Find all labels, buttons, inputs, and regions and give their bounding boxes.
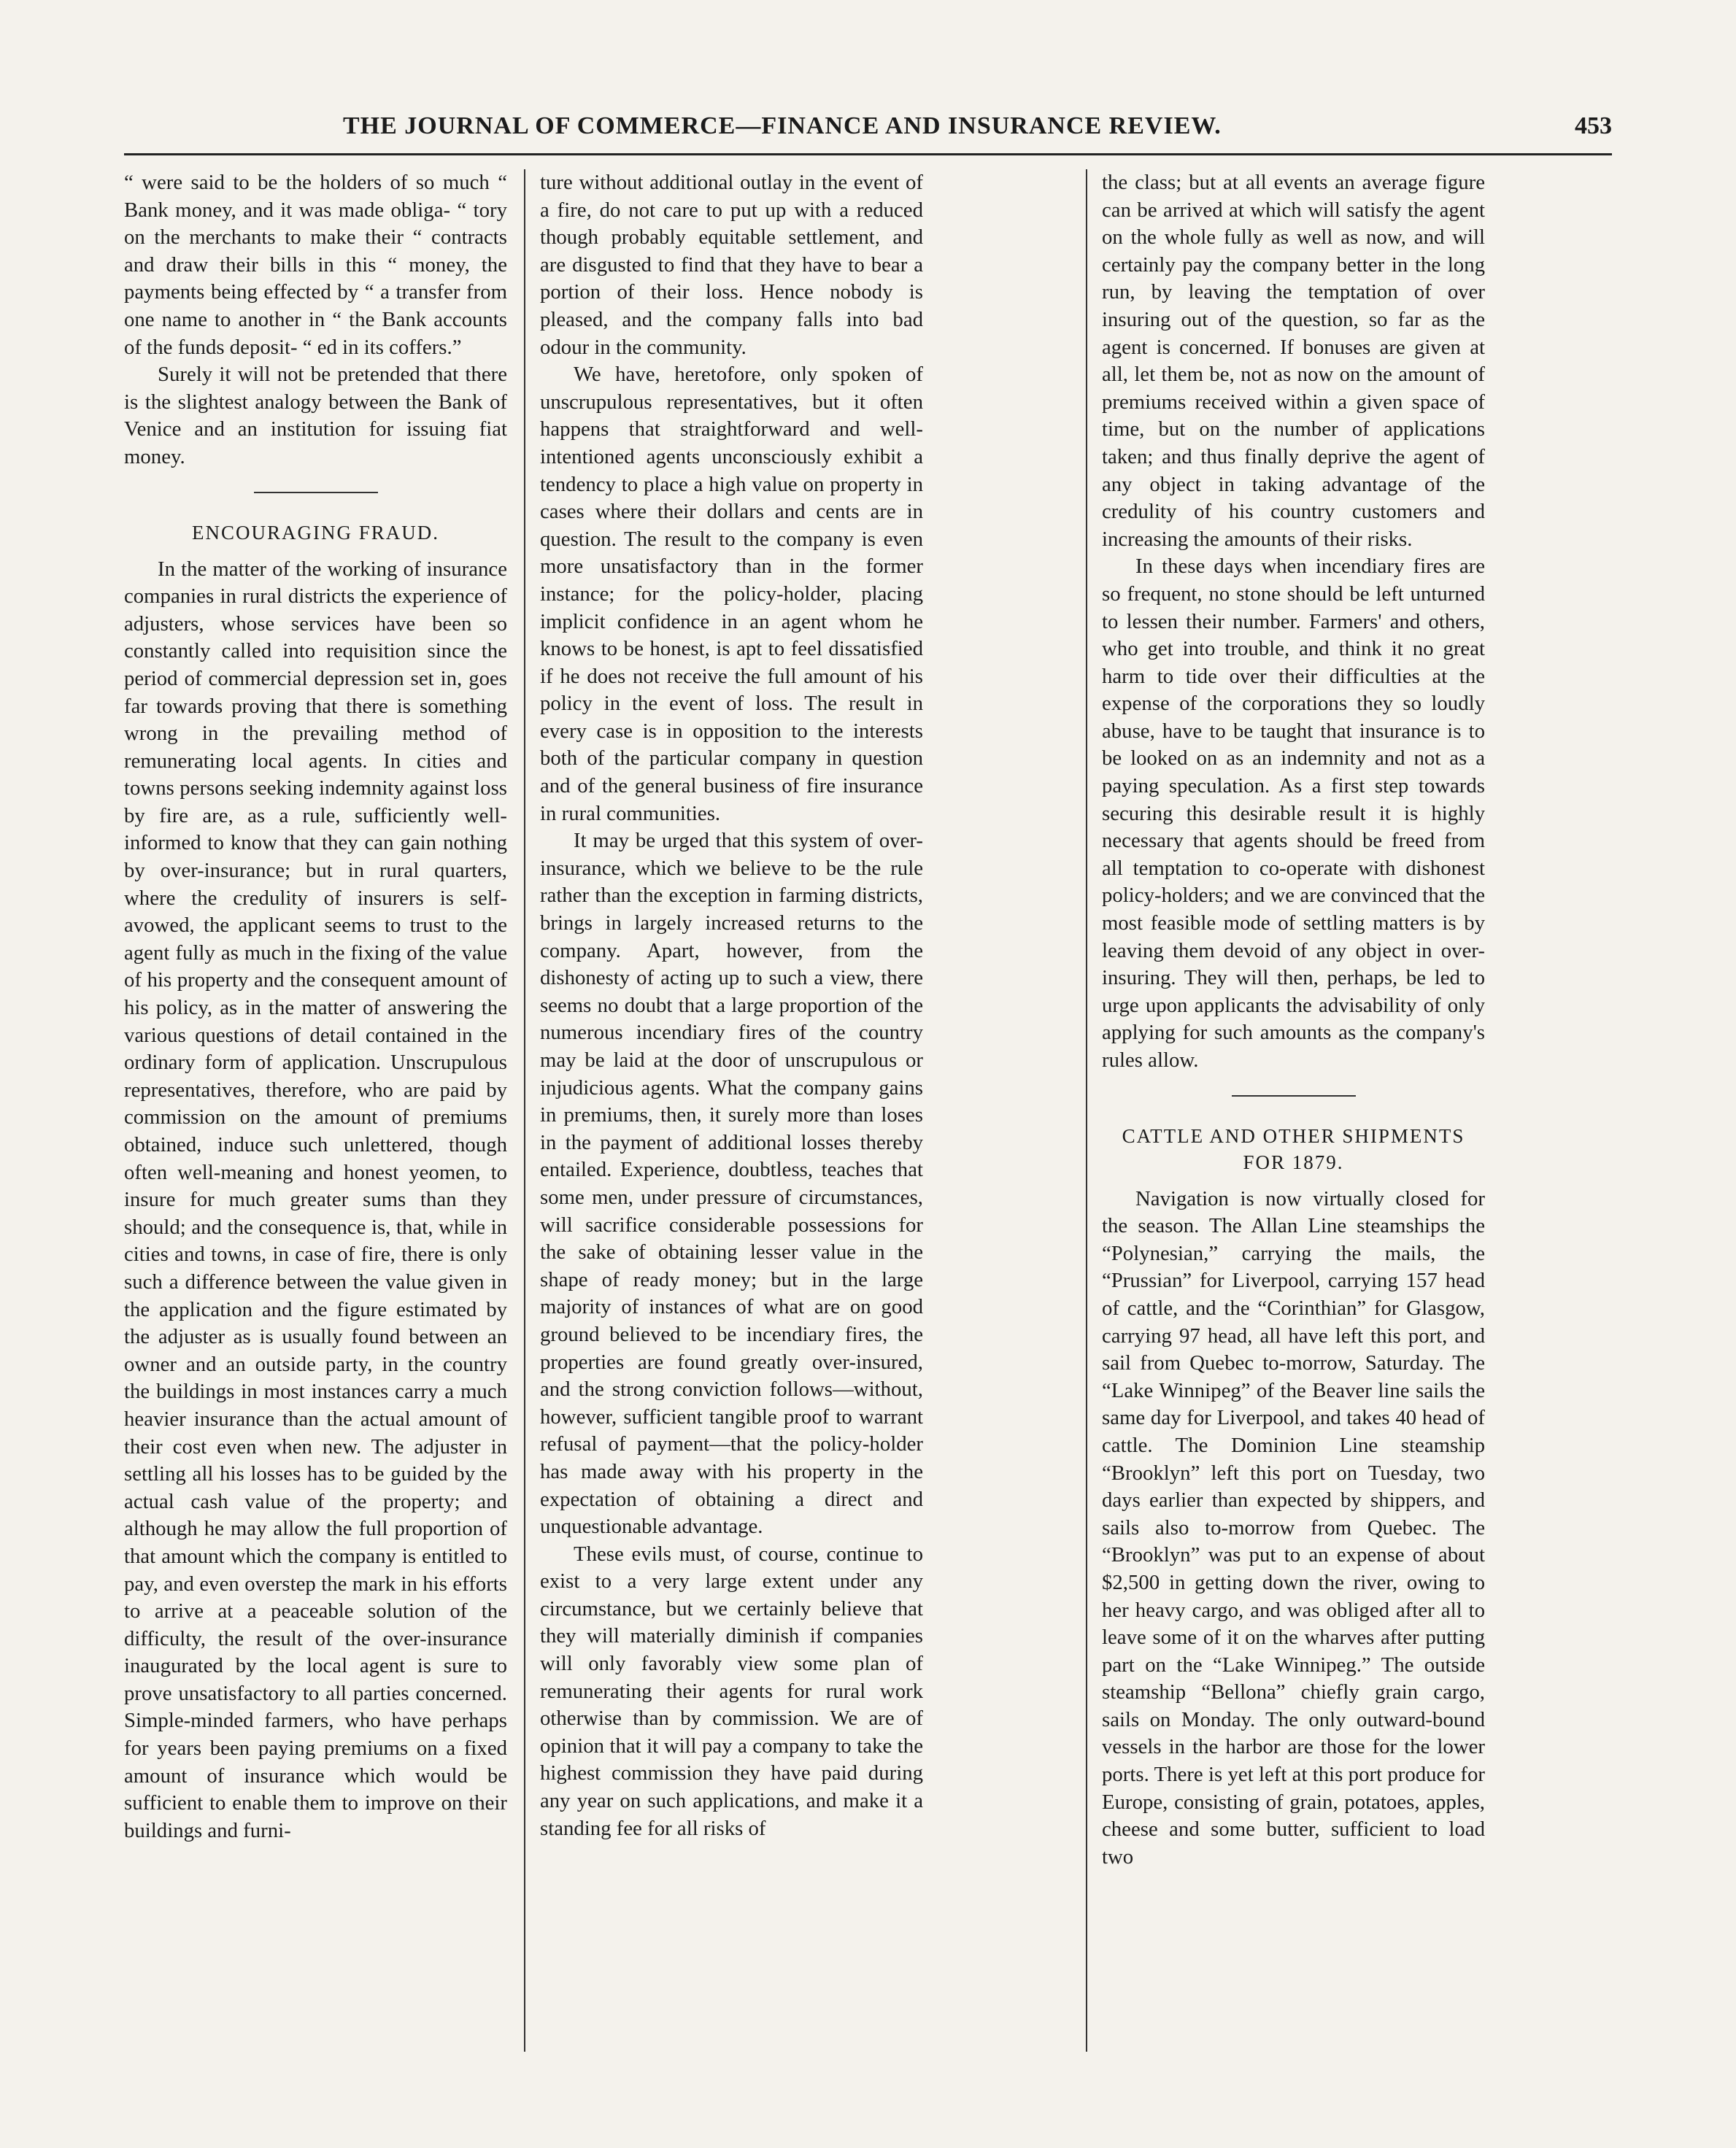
column-1 (124, 169, 507, 2044)
page-number: 453 (1575, 112, 1612, 139)
column-divider (1086, 169, 1087, 2052)
section-divider (254, 492, 378, 493)
paragraph: In the matter of the working of insurance companies in rural districts the experience of adjusters, whose services have been so constantly called into requisition since the period of commercial depression set in, goes far towards proving that there is something wrong in the prevailing method of remunerating local agents. In cities and towns persons seeking indemnity against loss by fire are, as a rule, sufficiently well-informed to know that they can gain nothing by over-insurance; but in rural quarters, where the credulity of insurers is self-avowed, the applicant seems to trust to the agent fully as much in the fixing of the value of his property and the consequent amount of his policy, as in the matter of answering the various questions of detail contained in the ordinary form of application. Unscrupulous representatives, therefore, who are paid by commission on the amount of premiums obtained, induce such unlettered, though often well-meaning and honest yeomen, to insure for much greater sums than they should; and the consequence is, that, while in cities and towns, in case of fire, there is only such a difference between the value given in the application and the figure estimated by the adjuster as is usually found between an owner and an outside party, in the country the buildings in most instances carry a much heavier insurance than the actual amount of their cost even when new. The adjuster in settling all his losses has to be guided by the actual cash value of the property; and although he may allow the full proportion of that amount which the company is entitled to pay, and even overstep the mark in his efforts to arrive at a peaceable solution of the difficulty, the result of the over-insurance inaugurated by the local agent is sure to prove unsatisfactory to all parties concerned. Simple-minded farmers, who have perhaps for years been paying premiums on a fixed amount of insurance which would be sufficient to enable them to improve on their buildings and furni- (124, 557, 507, 1842)
section-divider (1232, 1095, 1356, 1097)
quote-paragraph: “ were said to be the holders of so much “ Bank money, and it was made obliga- “ tory on the merchants to make their “ contracts and draw their bills in this “ money, the payments being effected by “ a transfer from one name to another in “ the Bank accounts of the funds deposit- “ ed in its coffers.” (124, 171, 507, 359)
paragraph: ture without additional outlay in the event of a fire, do not care to put up with a reduced though probably equitable settlement, and are disgusted to find that they have to bear a portion of their loss. Hence nobody is pleased, and the company falls into bad odour in the community. (540, 171, 923, 359)
page-header (124, 109, 1612, 155)
column-divider (524, 169, 525, 2052)
article-heading: CATTLE AND OTHER SHIPMENTS FOR 1879. (1122, 1124, 1465, 1173)
column-3 (1102, 169, 1485, 2044)
paragraph: These evils must, of course, continue to exist to a very large extent under any circumstance, but we certainly believe that they will materially diminish if companies will only favorably view some plan of remunerating their agents for rural work otherwise than by commission. We are of opinion that it will pay a company to take the highest commission they have paid during any year on such applications, and make it a standing fee for all risks of (540, 1542, 923, 1840)
column-2 (540, 169, 923, 2044)
article-heading: ENCOURAGING FRAUD. (191, 521, 439, 544)
paragraph: the class; but at all events an average figure can be arrived at which will satisfy the agent on the whole fully as well as now, and will certainly pay the company better in the long run, by leaving the temptation of over insuring out of the question, so far as the agent is concerned. If bonuses are given at all, let them be, not as now on the amount of premiums received within a given space of time, but on the number of applications taken; and thus finally deprive the agent of any object in taking advantage of the credulity of his country customers and increasing the amounts of their risks. (1102, 171, 1485, 551)
paragraph: It may be urged that this system of over-insurance, which we believe to be the rule rather than the exception in farming districts, brings in largely increased returns to the company. Apart, however, from the dishonesty of acting up to such a view, there seems no doubt that a large proportion of the numerous incendiary fires of the country may be laid at the door of unscrupulous or injudicious agents. What the company gains in premiums, then, it surely more than loses in the payment of additional losses thereby entailed. Experience, doubtless, teaches that some men, under pressure of circumstances, will sacrifice considerable possessions for the sake of obtaining lesser value in the shape of ready money; but in the large majority of instances of what are on good ground believed to be incendiary fires, the properties are found greatly over-insured, and the strong conviction follows—without, however, sufficient tangible proof to warrant refusal of payment—that the policy-holder has made away with his property in the expectation of obtaining a direct and unquestionable advantage. (540, 829, 923, 1539)
paragraph: Navigation is now virtually closed for the season. The Allan Line steamships the “Polynesian,” carrying the mails, the “Prussian” for Liverpool, carrying 157 head of cattle, and the “Corinthian” for Glasgow, carrying 97 head, all have left this port, and sail from Quebec to-morrow, Saturday. The “Lake Winnipeg” of the Beaver line sails the same day for Liverpool, and takes 40 head of cattle. The Dominion Line steamship “Brooklyn” left this port on Tuesday, two days earlier than expected by shippers, and sails also to-morrow from Quebec. The “Brooklyn” was put to an expense of about $2,500 in getting down the river, owing to her heavy cargo, and was obliged after all to leave some of it on the wharves after putting part on the “Lake Winnipeg.” The outside steamship “Bellona” chiefly grain cargo, sails on Monday. The only outward-bound vessels in the harbor are those for the lower ports. There is yet left at this port produce for Europe, consisting of grain, potatoes, apples, cheese and some butter, sufficient to load two (1102, 1186, 1485, 1869)
paragraph: Surely it will not be pretended that there is the slightest analogy between the Bank of Venice and an institution for issuing fiat money. (124, 363, 507, 468)
paragraph: We have, heretofore, only spoken of unscrupulous representatives, but it often happens that straightforward and well-intentioned agents unconsciously exhibit a tendency to place a high value on property in cases where their dollars and cents are in question. The result to the company is even more unsatisfactory than in the former instance; for the policy-holder, placing implicit confidence in an agent whom he knows to be honest, is apt to feel dissatisfied if he does not receive the full amount of his policy in the event of loss. The result in every case is in opposition to the interests both of the particular company in question and of the general business of fire insurance in rural communities. (540, 363, 923, 825)
paragraph: In these days when incendiary fires are so frequent, no stone should be left unturned to lessen their number. Farmers' and others, who get into trouble, and think it no great harm to tide over their difficulties at the expense of the corporations they so loudly abuse, have to be taught that insurance is to be looked on as an indemnity and not as a paying speculation. As a first step towards securing this desirable result it is highly necessary that agents should be freed from all temptation to co-operate with dishonest policy-holders; and we are convinced that the most feasible mode of settling matters is by leaving them devoid of any object in over-insuring. They will then, perhaps, be led to urge upon applicants the advisability of only applying for such amounts as the company's rules allow. (1102, 555, 1485, 1072)
journal-title: THE JOURNAL OF COMMERCE—FINANCE AND INSURANCE REVIEW. (343, 112, 1222, 139)
